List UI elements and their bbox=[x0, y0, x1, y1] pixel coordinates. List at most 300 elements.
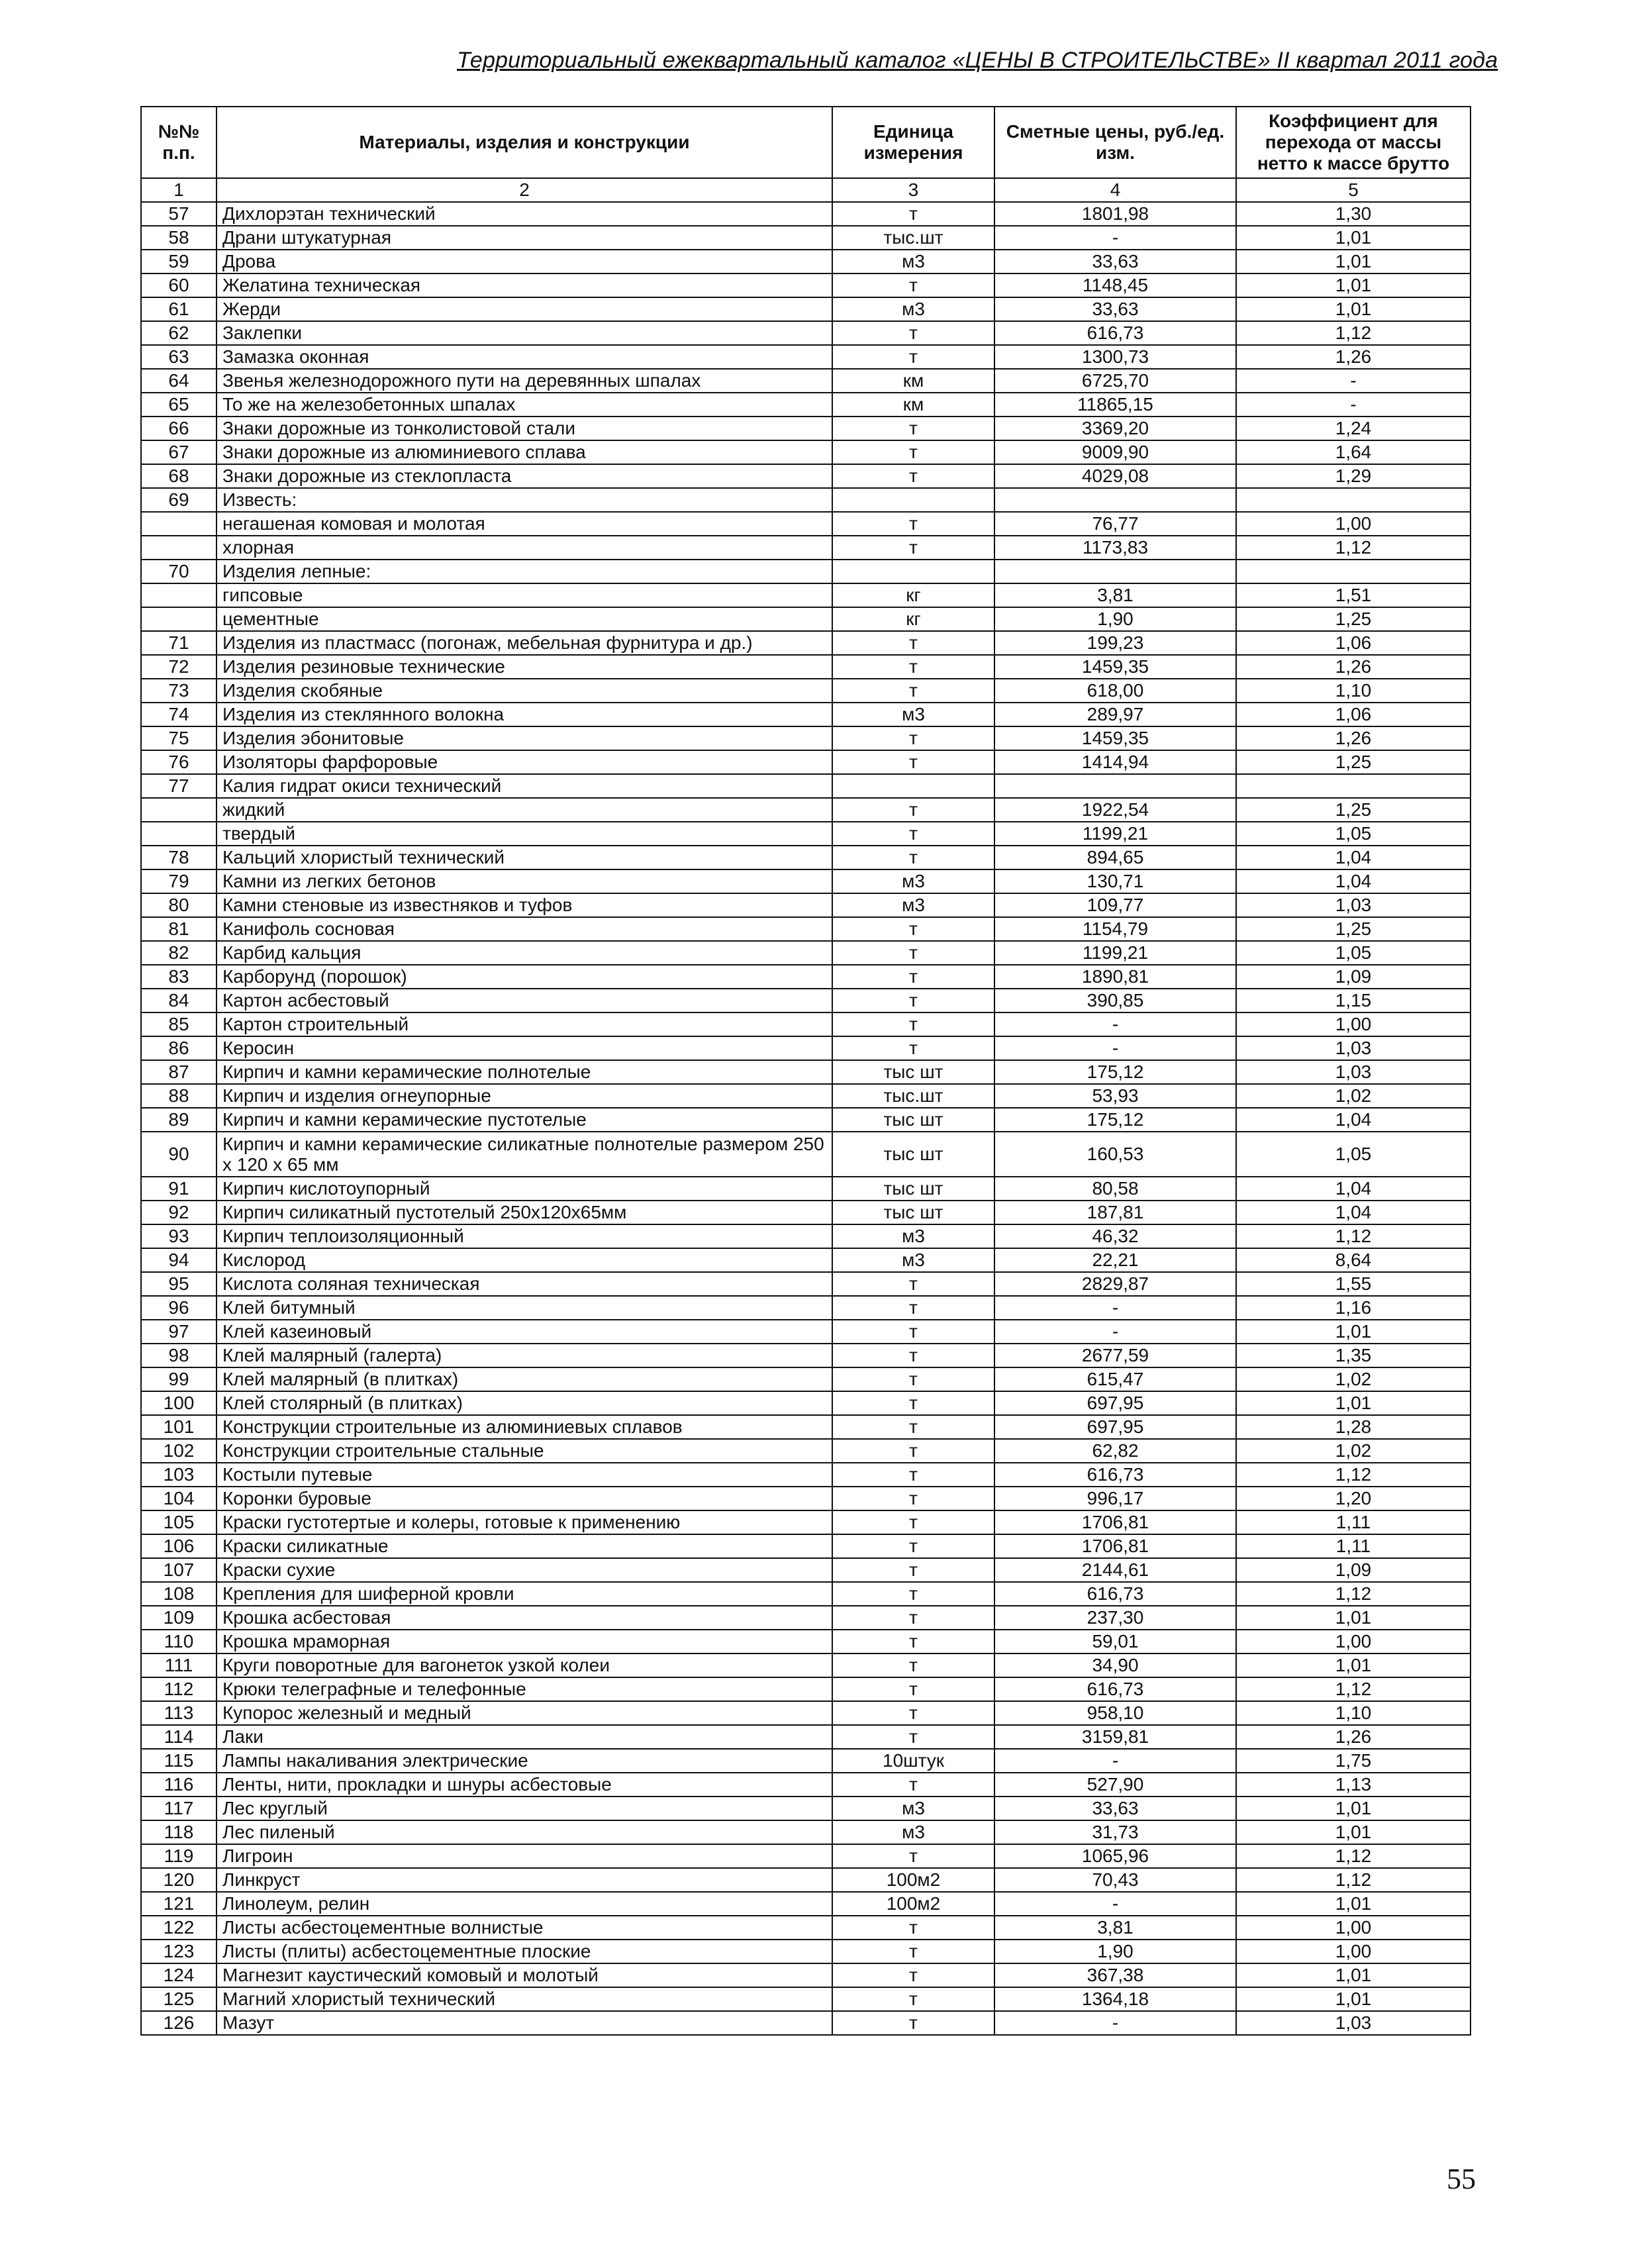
table-row bbox=[141, 1487, 1471, 1510]
table-header bbox=[141, 107, 1471, 202]
table-row bbox=[141, 1463, 1471, 1487]
price-cell: 390,85 bbox=[994, 989, 1236, 1012]
coefficient-cell: 1,24 bbox=[1236, 417, 1471, 440]
unit-cell: км bbox=[832, 393, 994, 417]
unit-cell: 100м2 bbox=[832, 1868, 994, 1892]
material-name-cell: Кирпич и камни керамические силикатные полнотелые размером 250 х 120 х 65 мм bbox=[217, 1132, 832, 1177]
material-name-cell: Клей столярный (в плитках) bbox=[217, 1391, 832, 1415]
price-cell: 3159,81 bbox=[994, 1725, 1236, 1749]
material-name-cell: Знаки дорожные из стеклопласта bbox=[217, 464, 832, 488]
price-cell bbox=[994, 488, 1236, 512]
row-number-cell: 60 bbox=[141, 273, 217, 297]
table-row bbox=[141, 583, 1471, 607]
table-row bbox=[141, 1844, 1471, 1868]
row-number-cell: 123 bbox=[141, 1940, 217, 1963]
unit-cell: т bbox=[832, 1439, 994, 1463]
unit-cell: т bbox=[832, 1963, 994, 1987]
coefficient-cell: 1,12 bbox=[1236, 1463, 1471, 1487]
row-number-cell: 91 bbox=[141, 1177, 217, 1201]
material-name-cell: Кислота соляная техническая bbox=[217, 1272, 832, 1296]
material-name-cell: Карборунд (порошок) bbox=[217, 965, 832, 989]
material-name-cell: Изделия из стеклянного волокна bbox=[217, 703, 832, 726]
coefficient-cell: 1,01 bbox=[1236, 1797, 1471, 1820]
price-cell: 1459,35 bbox=[994, 726, 1236, 750]
table-row bbox=[141, 1201, 1471, 1224]
coefficient-cell: 1,26 bbox=[1236, 655, 1471, 679]
table-row bbox=[141, 1108, 1471, 1132]
column-number: 4 bbox=[994, 178, 1236, 202]
row-number-cell: 79 bbox=[141, 869, 217, 893]
row-number-cell: 77 bbox=[141, 774, 217, 798]
coefficient-cell: 1,06 bbox=[1236, 631, 1471, 655]
table-row bbox=[141, 1296, 1471, 1320]
row-number-cell: 57 bbox=[141, 202, 217, 226]
price-cell: 2144,61 bbox=[994, 1558, 1236, 1582]
price-cell: 22,21 bbox=[994, 1248, 1236, 1272]
table-row bbox=[141, 440, 1471, 464]
coefficient-cell: 1,26 bbox=[1236, 345, 1471, 369]
material-name-cell: Краски силикатные bbox=[217, 1534, 832, 1558]
material-name-cell: Ленты, нити, прокладки и шнуры асбестовые bbox=[217, 1773, 832, 1797]
unit-cell bbox=[832, 488, 994, 512]
table-row bbox=[141, 345, 1471, 369]
coefficient-cell: 1,01 bbox=[1236, 273, 1471, 297]
material-name-cell: Канифоль сосновая bbox=[217, 917, 832, 941]
unit-cell: тыс шт bbox=[832, 1201, 994, 1224]
material-name-cell: Круги поворотные для вагонеток узкой колеи bbox=[217, 1653, 832, 1677]
material-name-cell: Линкруст bbox=[217, 1868, 832, 1892]
unit-cell: км bbox=[832, 369, 994, 393]
page-number: 55 bbox=[1447, 2163, 1476, 2195]
price-cell: 697,95 bbox=[994, 1391, 1236, 1415]
material-name-cell: Крошка асбестовая bbox=[217, 1606, 832, 1630]
table-row bbox=[141, 869, 1471, 893]
row-number-cell: 99 bbox=[141, 1367, 217, 1391]
row-number-cell: 104 bbox=[141, 1487, 217, 1510]
row-number-cell: 124 bbox=[141, 1963, 217, 1987]
coefficient-cell: 1,25 bbox=[1236, 607, 1471, 631]
price-cell: 1,90 bbox=[994, 607, 1236, 631]
coefficient-cell: 1,05 bbox=[1236, 941, 1471, 965]
price-cell: 1459,35 bbox=[994, 655, 1236, 679]
unit-cell: м3 bbox=[832, 1224, 994, 1248]
row-number-cell: 105 bbox=[141, 1510, 217, 1534]
row-number-cell: 73 bbox=[141, 679, 217, 703]
price-cell: 34,90 bbox=[994, 1653, 1236, 1677]
row-number-cell: 117 bbox=[141, 1797, 217, 1820]
unit-cell: т bbox=[832, 1320, 994, 1344]
price-cell: 4029,08 bbox=[994, 464, 1236, 488]
unit-cell: т bbox=[832, 1677, 994, 1701]
coefficient-cell bbox=[1236, 488, 1471, 512]
table-row bbox=[141, 631, 1471, 655]
table-row bbox=[141, 1963, 1471, 1987]
material-name-cell: Картон строительный bbox=[217, 1012, 832, 1036]
material-name-cell: Кислород bbox=[217, 1248, 832, 1272]
price-cell: 3,81 bbox=[994, 1916, 1236, 1940]
unit-cell: тыс шт bbox=[832, 1177, 994, 1201]
table-row bbox=[141, 965, 1471, 989]
price-cell: 616,73 bbox=[994, 321, 1236, 345]
coefficient-cell: 1,04 bbox=[1236, 846, 1471, 869]
price-cell: 1300,73 bbox=[994, 345, 1236, 369]
unit-cell: т bbox=[832, 655, 994, 679]
row-number-cell bbox=[141, 607, 217, 631]
unit-cell: кг bbox=[832, 583, 994, 607]
row-number-cell: 62 bbox=[141, 321, 217, 345]
coefficient-cell: 1,12 bbox=[1236, 1224, 1471, 1248]
price-cell: 130,71 bbox=[994, 869, 1236, 893]
material-name-cell: Изоляторы фарфоровые bbox=[217, 750, 832, 774]
price-cell: 53,93 bbox=[994, 1084, 1236, 1108]
price-cell: 9009,90 bbox=[994, 440, 1236, 464]
price-cell: 2829,87 bbox=[994, 1272, 1236, 1296]
table-row bbox=[141, 1916, 1471, 1940]
row-number-cell: 71 bbox=[141, 631, 217, 655]
price-cell: 33,63 bbox=[994, 250, 1236, 273]
price-cell: 1173,83 bbox=[994, 536, 1236, 560]
row-number-cell: 63 bbox=[141, 345, 217, 369]
coefficient-cell: 1,04 bbox=[1236, 1177, 1471, 1201]
price-cell: 616,73 bbox=[994, 1463, 1236, 1487]
table-row bbox=[141, 1060, 1471, 1084]
price-cell: 6725,70 bbox=[994, 369, 1236, 393]
table-row bbox=[141, 1177, 1471, 1201]
row-number-cell: 75 bbox=[141, 726, 217, 750]
material-name-cell: Клей битумный bbox=[217, 1296, 832, 1320]
price-cell: 1199,21 bbox=[994, 822, 1236, 846]
row-number-cell bbox=[141, 512, 217, 536]
unit-cell: т bbox=[832, 1987, 994, 2011]
price-cell: 2677,59 bbox=[994, 1344, 1236, 1367]
price-cell: 33,63 bbox=[994, 297, 1236, 321]
material-name-cell: Линолеум, релин bbox=[217, 1892, 832, 1916]
material-name-cell: цементные bbox=[217, 607, 832, 631]
row-number-cell: 74 bbox=[141, 703, 217, 726]
unit-cell: тыс шт bbox=[832, 1060, 994, 1084]
material-name-cell: Клей малярный (в плитках) bbox=[217, 1367, 832, 1391]
table-row bbox=[141, 1653, 1471, 1677]
table-row bbox=[141, 1582, 1471, 1606]
table-row bbox=[141, 1773, 1471, 1797]
column-header-number: №№ п.п. bbox=[141, 107, 217, 178]
material-name-cell: Краски сухие bbox=[217, 1558, 832, 1582]
material-name-cell: Известь: bbox=[217, 488, 832, 512]
material-name-cell: Лес пиленый bbox=[217, 1820, 832, 1844]
unit-cell: т bbox=[832, 512, 994, 536]
material-name-cell: хлорная bbox=[217, 536, 832, 560]
price-cell: 175,12 bbox=[994, 1060, 1236, 1084]
price-cell: - bbox=[994, 1036, 1236, 1060]
row-number-cell: 61 bbox=[141, 297, 217, 321]
material-name-cell: Изделия из пластмасс (погонаж, мебельная фурнитура и др.) bbox=[217, 631, 832, 655]
table-row bbox=[141, 560, 1471, 583]
unit-cell: тыс.шт bbox=[832, 226, 994, 250]
coefficient-cell: 1,05 bbox=[1236, 1132, 1471, 1177]
table-row bbox=[141, 989, 1471, 1012]
table-row bbox=[141, 1320, 1471, 1344]
material-name-cell: Заклепки bbox=[217, 321, 832, 345]
row-number-cell: 109 bbox=[141, 1606, 217, 1630]
price-cell: 1414,94 bbox=[994, 750, 1236, 774]
table-row bbox=[141, 703, 1471, 726]
row-number-cell: 85 bbox=[141, 1012, 217, 1036]
column-numbers-row bbox=[141, 178, 1471, 202]
table-row bbox=[141, 655, 1471, 679]
coefficient-cell: 1,11 bbox=[1236, 1510, 1471, 1534]
table-row bbox=[141, 1677, 1471, 1701]
table-row bbox=[141, 1084, 1471, 1108]
table-row bbox=[141, 369, 1471, 393]
table-row bbox=[141, 1940, 1471, 1963]
unit-cell: т bbox=[832, 1582, 994, 1606]
unit-cell: т bbox=[832, 1510, 994, 1534]
material-name-cell: жидкий bbox=[217, 798, 832, 822]
unit-cell: 10штук bbox=[832, 1749, 994, 1773]
price-cell: 3,81 bbox=[994, 583, 1236, 607]
unit-cell: т bbox=[832, 1606, 994, 1630]
unit-cell: т bbox=[832, 1725, 994, 1749]
coefficient-cell: 1,03 bbox=[1236, 1036, 1471, 1060]
material-name-cell: Крошка мраморная bbox=[217, 1630, 832, 1653]
unit-cell: т bbox=[832, 1653, 994, 1677]
unit-cell: т bbox=[832, 750, 994, 774]
coefficient-cell: 1,01 bbox=[1236, 1987, 1471, 2011]
coefficient-cell: 1,10 bbox=[1236, 679, 1471, 703]
row-number-cell: 86 bbox=[141, 1036, 217, 1060]
coefficient-cell bbox=[1236, 774, 1471, 798]
price-cell: 1154,79 bbox=[994, 917, 1236, 941]
unit-cell: тыс шт bbox=[832, 1132, 994, 1177]
coefficient-cell: 1,00 bbox=[1236, 1916, 1471, 1940]
table-row bbox=[141, 1987, 1471, 2011]
row-number-cell bbox=[141, 798, 217, 822]
unit-cell: тыс шт bbox=[832, 1108, 994, 1132]
price-cell bbox=[994, 560, 1236, 583]
price-cell: 1801,98 bbox=[994, 202, 1236, 226]
unit-cell: т bbox=[832, 1487, 994, 1510]
row-number-cell: 97 bbox=[141, 1320, 217, 1344]
unit-cell: м3 bbox=[832, 297, 994, 321]
row-number-cell: 125 bbox=[141, 1987, 217, 2011]
material-name-cell: Изделия резиновые технические bbox=[217, 655, 832, 679]
price-cell: 33,63 bbox=[994, 1797, 1236, 1820]
unit-cell: т bbox=[832, 1012, 994, 1036]
material-name-cell: Кирпич и камни керамические полнотелые bbox=[217, 1060, 832, 1084]
row-number-cell: 98 bbox=[141, 1344, 217, 1367]
price-cell: 1706,81 bbox=[994, 1534, 1236, 1558]
coefficient-cell: 1,12 bbox=[1236, 536, 1471, 560]
coefficient-cell: 1,15 bbox=[1236, 989, 1471, 1012]
unit-cell: т bbox=[832, 679, 994, 703]
price-cell: 894,65 bbox=[994, 846, 1236, 869]
material-name-cell: Изделия скобяные bbox=[217, 679, 832, 703]
row-number-cell: 80 bbox=[141, 893, 217, 917]
price-cell: 958,10 bbox=[994, 1701, 1236, 1725]
material-name-cell: гипсовые bbox=[217, 583, 832, 607]
material-name-cell: Костыли путевые bbox=[217, 1463, 832, 1487]
price-cell: 187,81 bbox=[994, 1201, 1236, 1224]
unit-cell: т bbox=[832, 965, 994, 989]
coefficient-cell: 1,03 bbox=[1236, 2011, 1471, 2035]
material-name-cell: Карбид кальция bbox=[217, 941, 832, 965]
coefficient-cell: 1,26 bbox=[1236, 1725, 1471, 1749]
coefficient-cell: 1,11 bbox=[1236, 1534, 1471, 1558]
material-name-cell: Клей малярный (галерта) bbox=[217, 1344, 832, 1367]
coefficient-cell: 1,09 bbox=[1236, 965, 1471, 989]
material-name-cell: Камни из легких бетонов bbox=[217, 869, 832, 893]
material-name-cell: Кирпич силикатный пустотелый 250х120х65мм bbox=[217, 1201, 832, 1224]
material-name-cell: Крепления для шиферной кровли bbox=[217, 1582, 832, 1606]
material-name-cell: твердый bbox=[217, 822, 832, 846]
coefficient-cell: 1,01 bbox=[1236, 1892, 1471, 1916]
material-name-cell: Кальций хлористый технический bbox=[217, 846, 832, 869]
coefficient-cell: 1,01 bbox=[1236, 1653, 1471, 1677]
row-number-cell: 101 bbox=[141, 1415, 217, 1439]
table-row bbox=[141, 893, 1471, 917]
material-name-cell: Изделия эбонитовые bbox=[217, 726, 832, 750]
table-row bbox=[141, 417, 1471, 440]
price-cell: 289,97 bbox=[994, 703, 1236, 726]
table-row bbox=[141, 1132, 1471, 1177]
coefficient-cell: 1,01 bbox=[1236, 297, 1471, 321]
price-cell: 62,82 bbox=[994, 1439, 1236, 1463]
unit-cell: т bbox=[832, 1391, 994, 1415]
coefficient-cell: 1,01 bbox=[1236, 226, 1471, 250]
unit-cell: м3 bbox=[832, 1820, 994, 1844]
column-header-coefficient: Коэффициент для перехода от массы нетто к массе брутто bbox=[1236, 107, 1471, 178]
material-name-cell: Мазут bbox=[217, 2011, 832, 2035]
row-number-cell: 83 bbox=[141, 965, 217, 989]
coefficient-cell: 1,00 bbox=[1236, 512, 1471, 536]
material-name-cell: Конструкции строительные из алюминиевых сплавов bbox=[217, 1415, 832, 1439]
coefficient-cell: 1,26 bbox=[1236, 726, 1471, 750]
row-number-cell: 72 bbox=[141, 655, 217, 679]
material-name-cell: Лампы накаливания электрические bbox=[217, 1749, 832, 1773]
table-row bbox=[141, 250, 1471, 273]
price-cell: 237,30 bbox=[994, 1606, 1236, 1630]
column-number: 1 bbox=[141, 178, 217, 202]
material-name-cell: Купорос железный и медный bbox=[217, 1701, 832, 1725]
material-name-cell: Магний хлористый технический bbox=[217, 1987, 832, 2011]
table-row bbox=[141, 512, 1471, 536]
unit-cell: 100м2 bbox=[832, 1892, 994, 1916]
material-name-cell: Жерди bbox=[217, 297, 832, 321]
row-number-cell: 107 bbox=[141, 1558, 217, 1582]
table-row bbox=[141, 226, 1471, 250]
unit-cell: т bbox=[832, 1558, 994, 1582]
price-cell: 160,53 bbox=[994, 1132, 1236, 1177]
row-number-cell: 122 bbox=[141, 1916, 217, 1940]
coefficient-cell: 1,20 bbox=[1236, 1487, 1471, 1510]
price-cell: 616,73 bbox=[994, 1677, 1236, 1701]
material-name-cell: Коронки буровые bbox=[217, 1487, 832, 1510]
table-row bbox=[141, 297, 1471, 321]
unit-cell: т bbox=[832, 1344, 994, 1367]
table-row bbox=[141, 464, 1471, 488]
table-row bbox=[141, 1558, 1471, 1582]
coefficient-cell: 1,01 bbox=[1236, 1391, 1471, 1415]
table-row bbox=[141, 1820, 1471, 1844]
unit-cell: м3 bbox=[832, 1797, 994, 1820]
coefficient-cell: 1,25 bbox=[1236, 750, 1471, 774]
unit-cell: т bbox=[832, 798, 994, 822]
material-name-cell: Знаки дорожные из алюминиевого сплава bbox=[217, 440, 832, 464]
coefficient-cell bbox=[1236, 560, 1471, 583]
row-number-cell: 118 bbox=[141, 1820, 217, 1844]
table-row bbox=[141, 1272, 1471, 1296]
price-cell bbox=[994, 774, 1236, 798]
price-cell: - bbox=[994, 1892, 1236, 1916]
unit-cell: т bbox=[832, 1940, 994, 1963]
table-row bbox=[141, 607, 1471, 631]
coefficient-cell: 8,64 bbox=[1236, 1248, 1471, 1272]
row-number-cell: 126 bbox=[141, 2011, 217, 2035]
row-number-cell: 84 bbox=[141, 989, 217, 1012]
row-number-cell: 95 bbox=[141, 1272, 217, 1296]
table-row bbox=[141, 679, 1471, 703]
table-row bbox=[141, 917, 1471, 941]
unit-cell: т bbox=[832, 846, 994, 869]
unit-cell: т bbox=[832, 1773, 994, 1797]
column-number: 3 bbox=[832, 178, 994, 202]
coefficient-cell: 1,06 bbox=[1236, 703, 1471, 726]
row-number-cell: 115 bbox=[141, 1749, 217, 1773]
row-number-cell bbox=[141, 822, 217, 846]
table-row bbox=[141, 726, 1471, 750]
material-name-cell: Изделия лепные: bbox=[217, 560, 832, 583]
unit-cell: м3 bbox=[832, 893, 994, 917]
material-name-cell: Кирпич и камни керамические пустотелые bbox=[217, 1108, 832, 1132]
row-number-cell: 102 bbox=[141, 1439, 217, 1463]
material-name-cell: Знаки дорожные из тонколистовой стали bbox=[217, 417, 832, 440]
table-row bbox=[141, 941, 1471, 965]
unit-cell: т bbox=[832, 1036, 994, 1060]
row-number-cell: 96 bbox=[141, 1296, 217, 1320]
unit-cell: т bbox=[832, 1844, 994, 1868]
unit-cell: т bbox=[832, 202, 994, 226]
material-name-cell: Краски густотертые и колеры, готовые к применению bbox=[217, 1510, 832, 1534]
unit-cell: т bbox=[832, 822, 994, 846]
unit-cell: т bbox=[832, 1534, 994, 1558]
coefficient-cell: 1,03 bbox=[1236, 1060, 1471, 1084]
coefficient-cell: 1,01 bbox=[1236, 1820, 1471, 1844]
coefficient-cell: 1,12 bbox=[1236, 1677, 1471, 1701]
coefficient-cell: 1,12 bbox=[1236, 1868, 1471, 1892]
coefficient-cell: 1,64 bbox=[1236, 440, 1471, 464]
table-row bbox=[141, 1391, 1471, 1415]
coefficient-cell: 1,16 bbox=[1236, 1296, 1471, 1320]
table-row bbox=[141, 321, 1471, 345]
material-name-cell: Кирпич и изделия огнеупорные bbox=[217, 1084, 832, 1108]
price-cell: 1890,81 bbox=[994, 965, 1236, 989]
coefficient-cell: 1,02 bbox=[1236, 1367, 1471, 1391]
column-number: 5 bbox=[1236, 178, 1471, 202]
table-row bbox=[141, 1892, 1471, 1916]
row-number-cell: 103 bbox=[141, 1463, 217, 1487]
material-name-cell: Лес круглый bbox=[217, 1797, 832, 1820]
material-name-cell: Драни штукатурная bbox=[217, 226, 832, 250]
table-row bbox=[141, 1749, 1471, 1773]
coefficient-cell: 1,13 bbox=[1236, 1773, 1471, 1797]
unit-cell: т bbox=[832, 440, 994, 464]
unit-cell: т bbox=[832, 726, 994, 750]
price-cell: 1,90 bbox=[994, 1940, 1236, 1963]
unit-cell: т bbox=[832, 345, 994, 369]
price-cell: 1148,45 bbox=[994, 273, 1236, 297]
material-name-cell: Звенья железнодорожного пути на деревянных шпалах bbox=[217, 369, 832, 393]
row-number-cell: 120 bbox=[141, 1868, 217, 1892]
